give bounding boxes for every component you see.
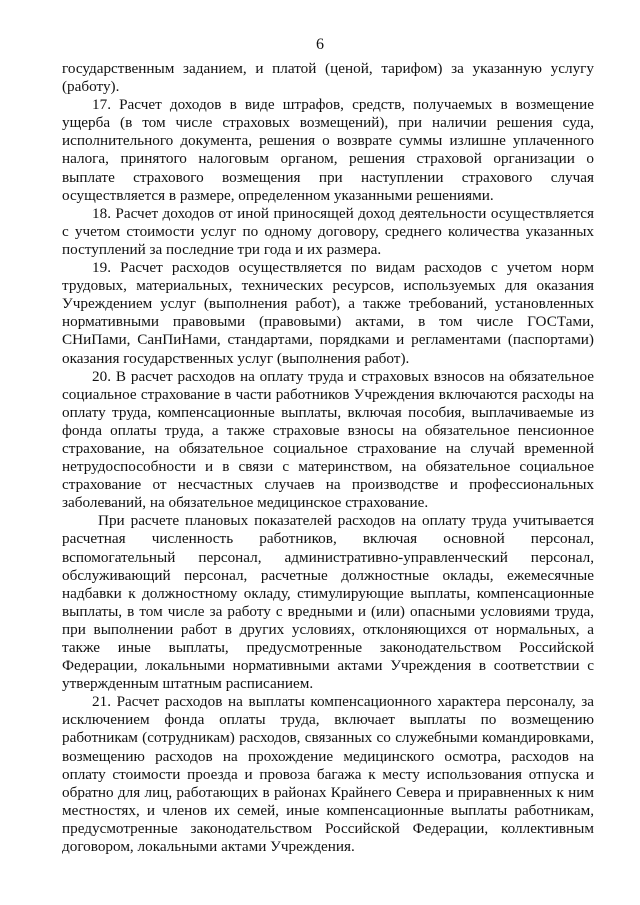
paragraph-18: 18. Расчет доходов от иной приносящей доход деятельности осуществляется с учетом стоимости услуг по одному договору, среднего количества указанных поступлений за последние три года и их размера. (62, 204, 594, 258)
document-body (62, 60, 594, 856)
paragraph-continuation: государственным заданием, и платой (ценой, тарифом) за указанную услугу (работу). (62, 60, 594, 96)
paragraph-19: 19. Расчет расходов осуществляется по видам расходов с учетом норм трудовых, материальных, технических ресурсов, используемых для оказания Учреждением услуг (выполнения работ), а также требований, установленных нормативными правовыми (правовыми) актами, в том числе ГОСТами, СНиПами, СанПиНами, стандартами, порядками и регламентами (паспортами) оказания государственных услуг (выполнения работ). (62, 259, 594, 367)
paragraph-20: 20. В расчет расходов на оплату труда и страховых взносов на обязательное социальное страхование в части работников Учреждения включаются расходы на оплату труда, компенсационные выплаты, включая пособия, выплачиваемые из фонда оплаты труда, а также страховые взносы на обязательное пенсионное страхование, на обязательное социальное страхование на случай временной нетрудоспособности и в связи с материнством, на обязательное социальное страхование от несчастных случаев на производстве и профессиональных заболеваний, на обязательное медицинское страхование. (62, 367, 594, 512)
paragraph-17: 17. Расчет доходов в виде штрафов, средств, получаемых в возмещение ущерба (в том числе страховых возмещений), при наличии решения суда, исполнительного документа, решения о возврате суммы излишне уплаченного налога, принятого налоговым органом, решения страховой организации о выплате страхового возмещения при наступлении страхового случая осуществляется в размере, определенном указанными решениями. (62, 96, 594, 204)
page-number: 6 (316, 36, 324, 53)
paragraph-20-payroll: При расчете плановых показателей расходов на оплату труда учитывается расчетная численность работников, включая основной персонал, вспомогательный персонал, административно-управленческий персонал, обслуживающий персонал, расчетные должностные оклады, ежемесячные надбавки к должностному окладу, стимулирующие выплаты, компенсационные выплаты, в том числе за работу с вредными и (или) опасными условиями труда, при выполнении работ в других условиях, отклоняющихся от нормальных, а также иные выплаты, предусмотренные законодательством Российской Федерации, локальными нормативными актами Учреждения в соответствии с утвержденным штатным расписанием. (62, 512, 594, 693)
paragraph-21: 21. Расчет расходов на выплаты компенсационного характера персоналу, за исключением фонда оплаты труда, включает выплаты по возмещению работникам (сотрудникам) расходов, связанных со служебными командировками, возмещению расходов на прохождение медицинского осмотра, расходов на оплату стоимости проезда и провоза багажа к месту использования отпуска и обратно для лиц, работающих в районах Крайнего Севера и приравненных к ним местностях, и членов их семей, иные компенсационные выплаты работникам, предусмотренные законодательством Российской Федерации, коллективным договором, локальными актами Учреждения. (62, 693, 594, 856)
